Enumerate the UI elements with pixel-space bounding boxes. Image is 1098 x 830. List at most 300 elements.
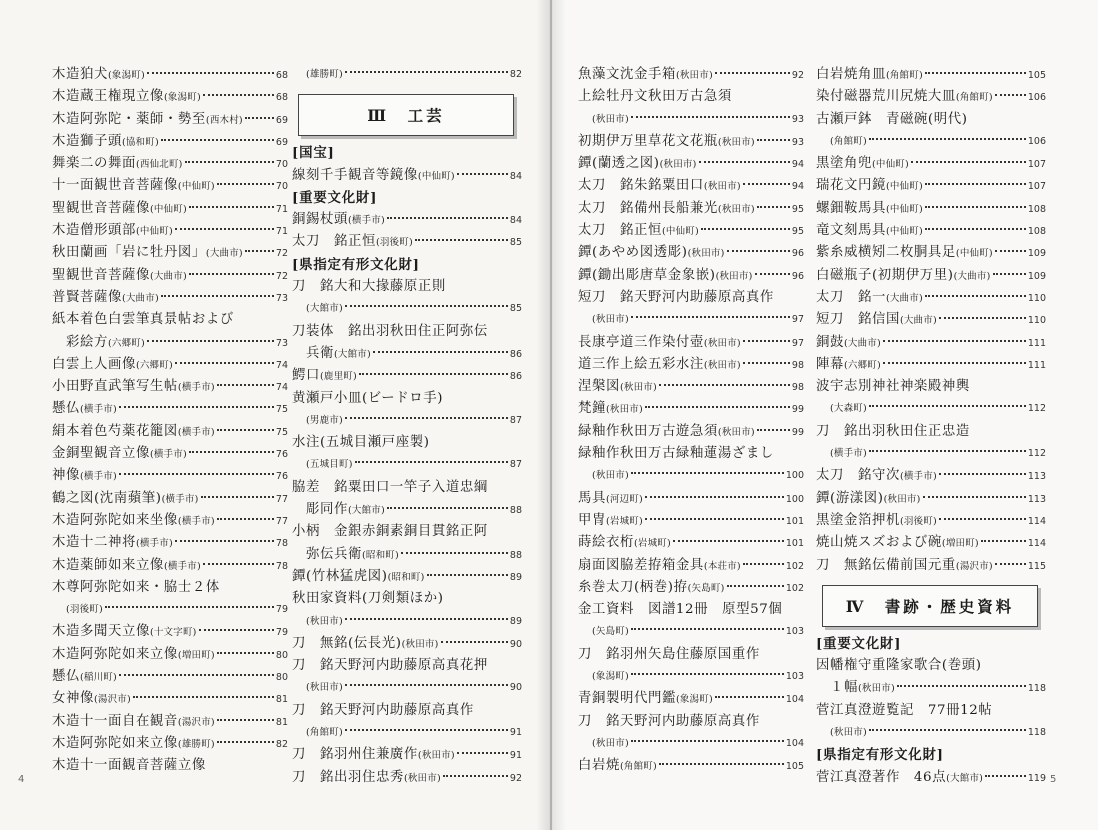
entry-location: (秋田市) — [857, 683, 895, 695]
dot-leader — [925, 205, 1026, 208]
dot-leader — [345, 617, 508, 620]
index-entry — [52, 287, 288, 309]
entry-location: (横手市) — [347, 215, 385, 227]
entry-location: (秋田市) — [619, 382, 657, 394]
entry-page-number: 92 — [509, 772, 522, 784]
dot-leader — [147, 71, 274, 74]
page-number-right: 5 — [1050, 774, 1057, 785]
dot-leader — [897, 684, 1026, 687]
index-column-2 — [292, 64, 522, 789]
entry-location: (岩城町) — [605, 515, 643, 527]
index-entry — [578, 354, 804, 376]
entry-location: (横手市) — [79, 471, 117, 483]
dot-leader — [631, 672, 784, 675]
dot-leader — [981, 539, 1026, 542]
dot-leader — [911, 160, 1026, 163]
index-entry — [52, 398, 288, 420]
entry-page-number: 78 — [275, 560, 288, 572]
index-entry — [578, 131, 804, 153]
entry-page-number: 101 — [785, 538, 804, 550]
entry-page-number: 84 — [509, 170, 522, 182]
right-page — [552, 0, 1098, 830]
entry-title: 紫糸威横矧二枚胴具足 — [816, 245, 956, 261]
entry-page-number: 104 — [785, 737, 804, 749]
dot-leader — [185, 160, 274, 163]
index-entry — [292, 521, 522, 543]
entry-title: 甲冑 — [578, 512, 606, 528]
entry-page-number: 112 — [1027, 403, 1046, 415]
index-entry — [292, 388, 522, 410]
index-entry — [52, 443, 288, 465]
entry-title: 聖観世音菩薩像 — [52, 267, 150, 283]
entry-title: 神像 — [52, 468, 80, 484]
entry-title: 染付磁器荒川尻焼大皿 — [816, 89, 956, 105]
entry-title: 鐔(游漾図) — [816, 490, 884, 506]
index-entry — [578, 733, 804, 755]
dot-leader — [345, 304, 508, 307]
index-entry — [816, 332, 1046, 354]
entry-page-number: 87 — [509, 459, 522, 471]
entry-location: (十文字町) — [149, 627, 197, 639]
entry-title: 蒔絵衣桁 — [578, 535, 634, 551]
entry-title: 菅江真澄著作 46点 — [816, 769, 947, 785]
dot-leader — [373, 350, 508, 353]
index-entry — [578, 644, 804, 666]
entry-title: 白雲上人画像 — [52, 356, 136, 372]
entry-title: 秋田蘭画「岩に牡丹図」 — [52, 245, 206, 261]
entry-location: (秋田市) — [715, 270, 753, 282]
dot-leader — [401, 551, 508, 554]
index-entry — [52, 465, 288, 487]
dot-leader — [427, 573, 508, 576]
entry-title: 聖観世音菩薩像 — [52, 200, 150, 216]
entry-page-number: 112 — [1027, 448, 1046, 460]
entry-title: 因幡権守重隆家歌合(巻頭) — [816, 658, 982, 674]
entry-page-number: 107 — [1027, 159, 1046, 171]
index-entry — [52, 666, 288, 688]
entry-page-number: 110 — [1027, 315, 1046, 327]
dot-leader — [105, 605, 274, 608]
dot-leader — [345, 416, 508, 419]
entry-page-number: 81 — [275, 694, 288, 706]
index-entry — [816, 109, 1046, 131]
index-entry — [578, 332, 804, 354]
entry-location: (男鹿市) — [306, 414, 343, 426]
dot-leader — [189, 272, 274, 275]
entry-location: (大館市) — [946, 772, 984, 784]
entry-page-number: 87 — [509, 414, 522, 426]
entry-location: (河辺町) — [605, 493, 643, 505]
entry-page-number: 82 — [509, 69, 522, 80]
index-entry — [816, 309, 1046, 331]
index-entry — [578, 711, 804, 733]
entry-location: (象潟町) — [675, 694, 713, 706]
entry-page-number: 90 — [509, 638, 522, 650]
index-entry — [292, 499, 522, 521]
index-entry — [578, 376, 804, 398]
entry-location: (横手市) — [163, 560, 201, 572]
entry-title: 水注(五城目瀬戸座製) — [292, 435, 430, 451]
index-entry — [52, 421, 288, 443]
entry-location: (六郷町) — [135, 359, 173, 371]
entry-page-number: 99 — [791, 426, 804, 438]
category-label: [ 県指定有形文化財 ] — [292, 254, 420, 276]
entry-title: 木造阿弥陀如来坐像 — [52, 512, 178, 528]
entry-location: (角館町) — [955, 92, 993, 104]
entry-location: (六郷町) — [843, 359, 881, 371]
dot-leader — [175, 227, 274, 230]
dot-leader — [217, 651, 274, 654]
entry-location: (横手市) — [177, 382, 215, 394]
dot-leader — [175, 539, 274, 542]
entry-location: (鹿里町) — [319, 371, 357, 383]
index-entry — [52, 354, 288, 376]
index-entry — [578, 86, 804, 108]
entry-title: 緑釉作秋田万古緑釉蓮湯ざまし — [578, 446, 774, 462]
entry-page-number: 73 — [275, 292, 288, 304]
dot-leader — [201, 495, 274, 498]
index-entry — [816, 265, 1046, 287]
entry-title: 木造十二神将 — [52, 535, 136, 551]
entry-title: 刀 銘出羽住忠秀 — [292, 769, 404, 785]
entry-location: (角館町) — [306, 727, 343, 739]
index-entry — [816, 64, 1046, 86]
dot-leader — [743, 182, 790, 185]
dot-leader — [925, 71, 1026, 74]
entry-page-number: 82 — [275, 738, 288, 750]
dot-leader — [119, 673, 274, 676]
dot-leader — [869, 728, 1026, 731]
index-entry — [52, 711, 288, 733]
index-entry — [578, 532, 804, 554]
entry-title: 青銅製明代門鑑 — [578, 691, 676, 707]
index-entry — [578, 220, 804, 242]
entry-title: 懸仏 — [52, 669, 80, 685]
designation-category — [292, 187, 522, 209]
index-entry — [52, 599, 288, 621]
index-entry — [52, 153, 288, 175]
dot-leader — [699, 160, 790, 163]
entry-page-number: 91 — [509, 750, 522, 762]
index-entry — [816, 510, 1046, 532]
entry-page-number: 109 — [1027, 248, 1046, 260]
entry-page-number: 94 — [791, 159, 804, 171]
index-entry — [52, 488, 288, 510]
index-entry — [578, 242, 804, 264]
dot-leader — [631, 627, 784, 630]
dot-leader — [701, 227, 790, 230]
dot-leader — [939, 316, 1026, 319]
entry-page-number: 77 — [275, 515, 288, 527]
entry-page-number: 103 — [785, 671, 804, 683]
dot-leader — [441, 640, 508, 643]
index-entry — [292, 633, 522, 655]
entry-location: (角館町) — [619, 761, 657, 773]
designation-category — [816, 633, 1046, 655]
designation-category — [292, 142, 522, 164]
dot-leader — [869, 137, 1026, 140]
entry-title: 太刀 銘備州長船兼光 — [578, 200, 718, 216]
dot-leader — [119, 472, 274, 475]
dot-leader — [175, 361, 274, 364]
entry-page-number: 79 — [275, 627, 288, 639]
entry-title: 白岩焼 — [578, 758, 620, 774]
dot-leader — [245, 116, 274, 119]
entry-page-number: 113 — [1027, 493, 1046, 505]
entry-title: 木造多聞天立像 — [52, 624, 150, 640]
entry-page-number: 95 — [791, 203, 804, 215]
entry-location: (五城目町) — [306, 459, 353, 471]
entry-page-number: 81 — [275, 716, 288, 728]
index-entry — [52, 733, 288, 755]
entry-page-number: 79 — [275, 604, 288, 616]
dot-leader — [925, 227, 1026, 230]
entry-page-number: 88 — [509, 549, 522, 561]
entry-title: 魚藻文沈金手箱 — [578, 67, 676, 82]
entry-page-number: 98 — [791, 359, 804, 371]
entry-location: (雄勝町) — [177, 738, 215, 750]
index-entry — [578, 510, 804, 532]
dot-leader — [217, 182, 274, 185]
index-column-1 — [52, 64, 288, 778]
index-entry — [578, 175, 804, 197]
entry-location: (湯沢市) — [177, 716, 215, 728]
dot-leader — [457, 172, 508, 175]
entry-title: 秋田家資料(刀剣類ほか) — [292, 591, 444, 607]
entry-page-number: 68 — [275, 70, 288, 81]
index-entry — [292, 209, 522, 231]
entry-title: 彫同作 — [306, 502, 348, 518]
entry-title: 線刻千手観音等鏡像 — [292, 167, 418, 183]
entry-title: 小田野直武筆写生帖 — [52, 379, 178, 395]
entry-page-number: 93 — [791, 136, 804, 148]
index-entry — [816, 287, 1046, 309]
entry-page-number: 92 — [791, 70, 804, 81]
entry-page-number: 106 — [1027, 92, 1046, 104]
index-entry — [816, 376, 1046, 398]
entry-page-number: 72 — [275, 270, 288, 282]
entry-location: (羽後町) — [375, 237, 413, 249]
index-entry — [816, 532, 1046, 554]
dot-leader — [217, 383, 274, 386]
entry-location: (角館町) — [830, 135, 867, 147]
index-entry — [816, 488, 1046, 510]
entry-title: 兵衛 — [306, 345, 334, 361]
index-entry — [292, 321, 522, 343]
entry-location: (湯沢市) — [93, 694, 131, 706]
entry-title: 馬具 — [578, 490, 606, 506]
entry-title: 小柄 金銀赤銅素銅目貫銘正阿 — [292, 524, 488, 540]
entry-page-number: 71 — [275, 203, 288, 215]
dot-leader — [387, 216, 508, 219]
dot-leader — [189, 205, 274, 208]
entry-location: (岩城町) — [633, 538, 671, 550]
entry-location: (大曲市) — [149, 270, 187, 282]
entry-title: 上絵牡丹文秋田万古急須 — [578, 89, 732, 105]
index-entry — [292, 767, 522, 789]
entry-page-number: 91 — [509, 727, 522, 739]
dot-leader — [645, 517, 784, 520]
dot-leader — [457, 751, 508, 754]
entry-title: 黒塗金箔押机 — [816, 512, 900, 528]
page-number-left: 4 — [18, 774, 25, 785]
dot-leader — [659, 762, 784, 765]
index-entry — [578, 309, 804, 331]
entry-location: (秋田市) — [703, 181, 741, 193]
entry-location: (秋田市) — [401, 638, 439, 650]
category-label: [ 重要文化財 ] — [816, 633, 901, 655]
entry-title: 白岩焼角皿 — [816, 67, 886, 82]
dot-leader — [869, 449, 1026, 452]
entry-title: 刀 銘天野河内助藤原高真花押 — [292, 658, 488, 674]
entry-location: (秋田市) — [717, 136, 755, 148]
entry-location: (秋田市) — [703, 359, 741, 371]
entry-title: 螺鈿鞍馬具 — [816, 200, 886, 216]
index-entry — [292, 655, 522, 677]
entry-title: 木尊阿弥陀如来・脇士２体 — [52, 579, 220, 595]
index-entry — [816, 465, 1046, 487]
entry-location: (横手市) — [79, 404, 117, 416]
index-entry — [292, 477, 522, 499]
entry-title: 刀 銘天野河内助藤原高真作 — [578, 713, 760, 729]
entry-title: 短刀 銘天野河内助藤原高真作 — [578, 289, 774, 305]
entry-page-number: 111 — [1027, 359, 1046, 371]
entry-location: (横手市) — [161, 493, 199, 505]
entry-location: (横手市) — [177, 426, 215, 438]
entry-title: 黒塗角兜 — [816, 156, 872, 172]
entry-title: 太刀 銘正恒 — [292, 234, 376, 250]
entry-title: 道三作上絵五彩水注 — [578, 356, 704, 372]
entry-location: (昭和町) — [361, 549, 399, 561]
entry-page-number: 78 — [275, 538, 288, 550]
entry-title: 波宇志別神社神楽殿神輿 — [816, 379, 970, 395]
dot-leader — [869, 404, 1026, 407]
entry-page-number: 90 — [509, 682, 522, 694]
entry-title: 鐔(鋤出彫唐草金象嵌) — [578, 267, 716, 283]
dot-leader — [443, 774, 508, 777]
dot-leader — [645, 405, 790, 408]
entry-location: (秋田市) — [830, 727, 867, 739]
entry-location: (秋田市) — [306, 615, 343, 627]
dot-leader — [345, 683, 508, 686]
dot-leader — [939, 472, 1026, 475]
entry-title: 普賢菩薩像 — [52, 289, 122, 305]
dot-leader — [995, 249, 1026, 252]
designation-category — [292, 254, 522, 276]
entry-location: (大曲市) — [843, 337, 881, 349]
index-entry — [292, 700, 522, 722]
index-entry — [292, 744, 522, 766]
entry-title: 紙本着色白雲筆真景帖および — [52, 312, 234, 328]
entry-location: (象潟町) — [107, 70, 145, 81]
entry-location: (横手市) — [830, 448, 867, 460]
entry-page-number: 80 — [275, 649, 288, 661]
dot-leader — [757, 138, 790, 141]
index-entry — [578, 621, 804, 643]
dot-leader — [631, 471, 784, 474]
entry-location: (角館町) — [885, 70, 923, 81]
entry-title: 木造蔵王権現立像 — [52, 89, 164, 105]
dot-leader — [993, 272, 1026, 275]
entry-location: (秋田市) — [403, 772, 441, 784]
entry-location: (中仙町) — [661, 226, 699, 238]
dot-leader — [359, 372, 508, 375]
entry-page-number: 104 — [785, 694, 804, 706]
entry-location: (湯沢市) — [955, 560, 993, 572]
index-entry — [52, 621, 288, 643]
entry-location: (大曲市) — [121, 292, 159, 304]
index-entry — [578, 265, 804, 287]
entry-page-number: 84 — [509, 215, 522, 227]
entry-location: (大曲市) — [885, 292, 923, 304]
index-entry — [292, 454, 522, 476]
index-entry — [292, 64, 522, 86]
index-entry — [52, 175, 288, 197]
entry-title: 女神像 — [52, 691, 94, 707]
index-entry — [578, 64, 804, 86]
index-entry — [578, 287, 804, 309]
entry-page-number: 102 — [785, 582, 804, 594]
index-entry — [52, 644, 288, 666]
entry-page-number: 74 — [275, 359, 288, 371]
entry-title: 銅錫杖頭 — [292, 212, 348, 228]
entry-location: (秋田市) — [687, 248, 725, 260]
entry-title: 十一面観世音菩薩像 — [52, 178, 178, 194]
dot-leader — [199, 628, 274, 631]
dot-leader — [883, 339, 1026, 342]
index-entry — [292, 544, 522, 566]
dot-leader — [727, 584, 784, 587]
entry-page-number: 73 — [275, 337, 288, 349]
dot-leader — [161, 138, 274, 141]
entry-title: 鐔(あやめ図透彫) — [578, 245, 688, 261]
dot-leader — [217, 718, 274, 721]
entry-location: (協和町) — [121, 136, 159, 148]
entry-location: (大曲市) — [953, 270, 991, 282]
index-entry — [578, 153, 804, 175]
entry-page-number: 102 — [785, 560, 804, 572]
entry-location: (中仙町) — [871, 159, 909, 171]
entry-title: 刀 銘出羽秋田住正忠造 — [816, 423, 970, 439]
index-entry — [578, 488, 804, 510]
dot-leader — [939, 517, 1026, 520]
entry-location: (秋田市) — [592, 737, 629, 749]
index-entry — [292, 298, 522, 320]
entry-location: (秋田市) — [659, 159, 697, 171]
dot-leader — [659, 383, 790, 386]
dot-leader — [925, 294, 1026, 297]
entry-title: 涅槃図 — [578, 379, 620, 395]
entry-location: (西木村) — [205, 114, 243, 126]
index-entry — [816, 86, 1046, 108]
entry-location: (秋田市) — [703, 337, 741, 349]
entry-title: 菅江真澄遊覧記 77冊12帖 — [816, 702, 993, 718]
dot-leader — [743, 361, 790, 364]
dot-leader — [995, 93, 1026, 96]
dot-leader — [203, 93, 274, 96]
entry-title: 扇面図脇差拵箱金具 — [578, 557, 704, 573]
entry-page-number: 86 — [509, 371, 522, 383]
entry-page-number: 97 — [791, 337, 804, 349]
entry-title: 刀 銘天野河内助藤原高真作 — [292, 702, 474, 718]
index-entry — [52, 86, 288, 108]
index-entry — [816, 655, 1046, 677]
index-entry — [816, 700, 1046, 722]
entry-page-number: 89 — [509, 615, 522, 627]
dot-leader — [631, 315, 790, 318]
index-entry — [816, 198, 1046, 220]
index-entry — [52, 109, 288, 131]
